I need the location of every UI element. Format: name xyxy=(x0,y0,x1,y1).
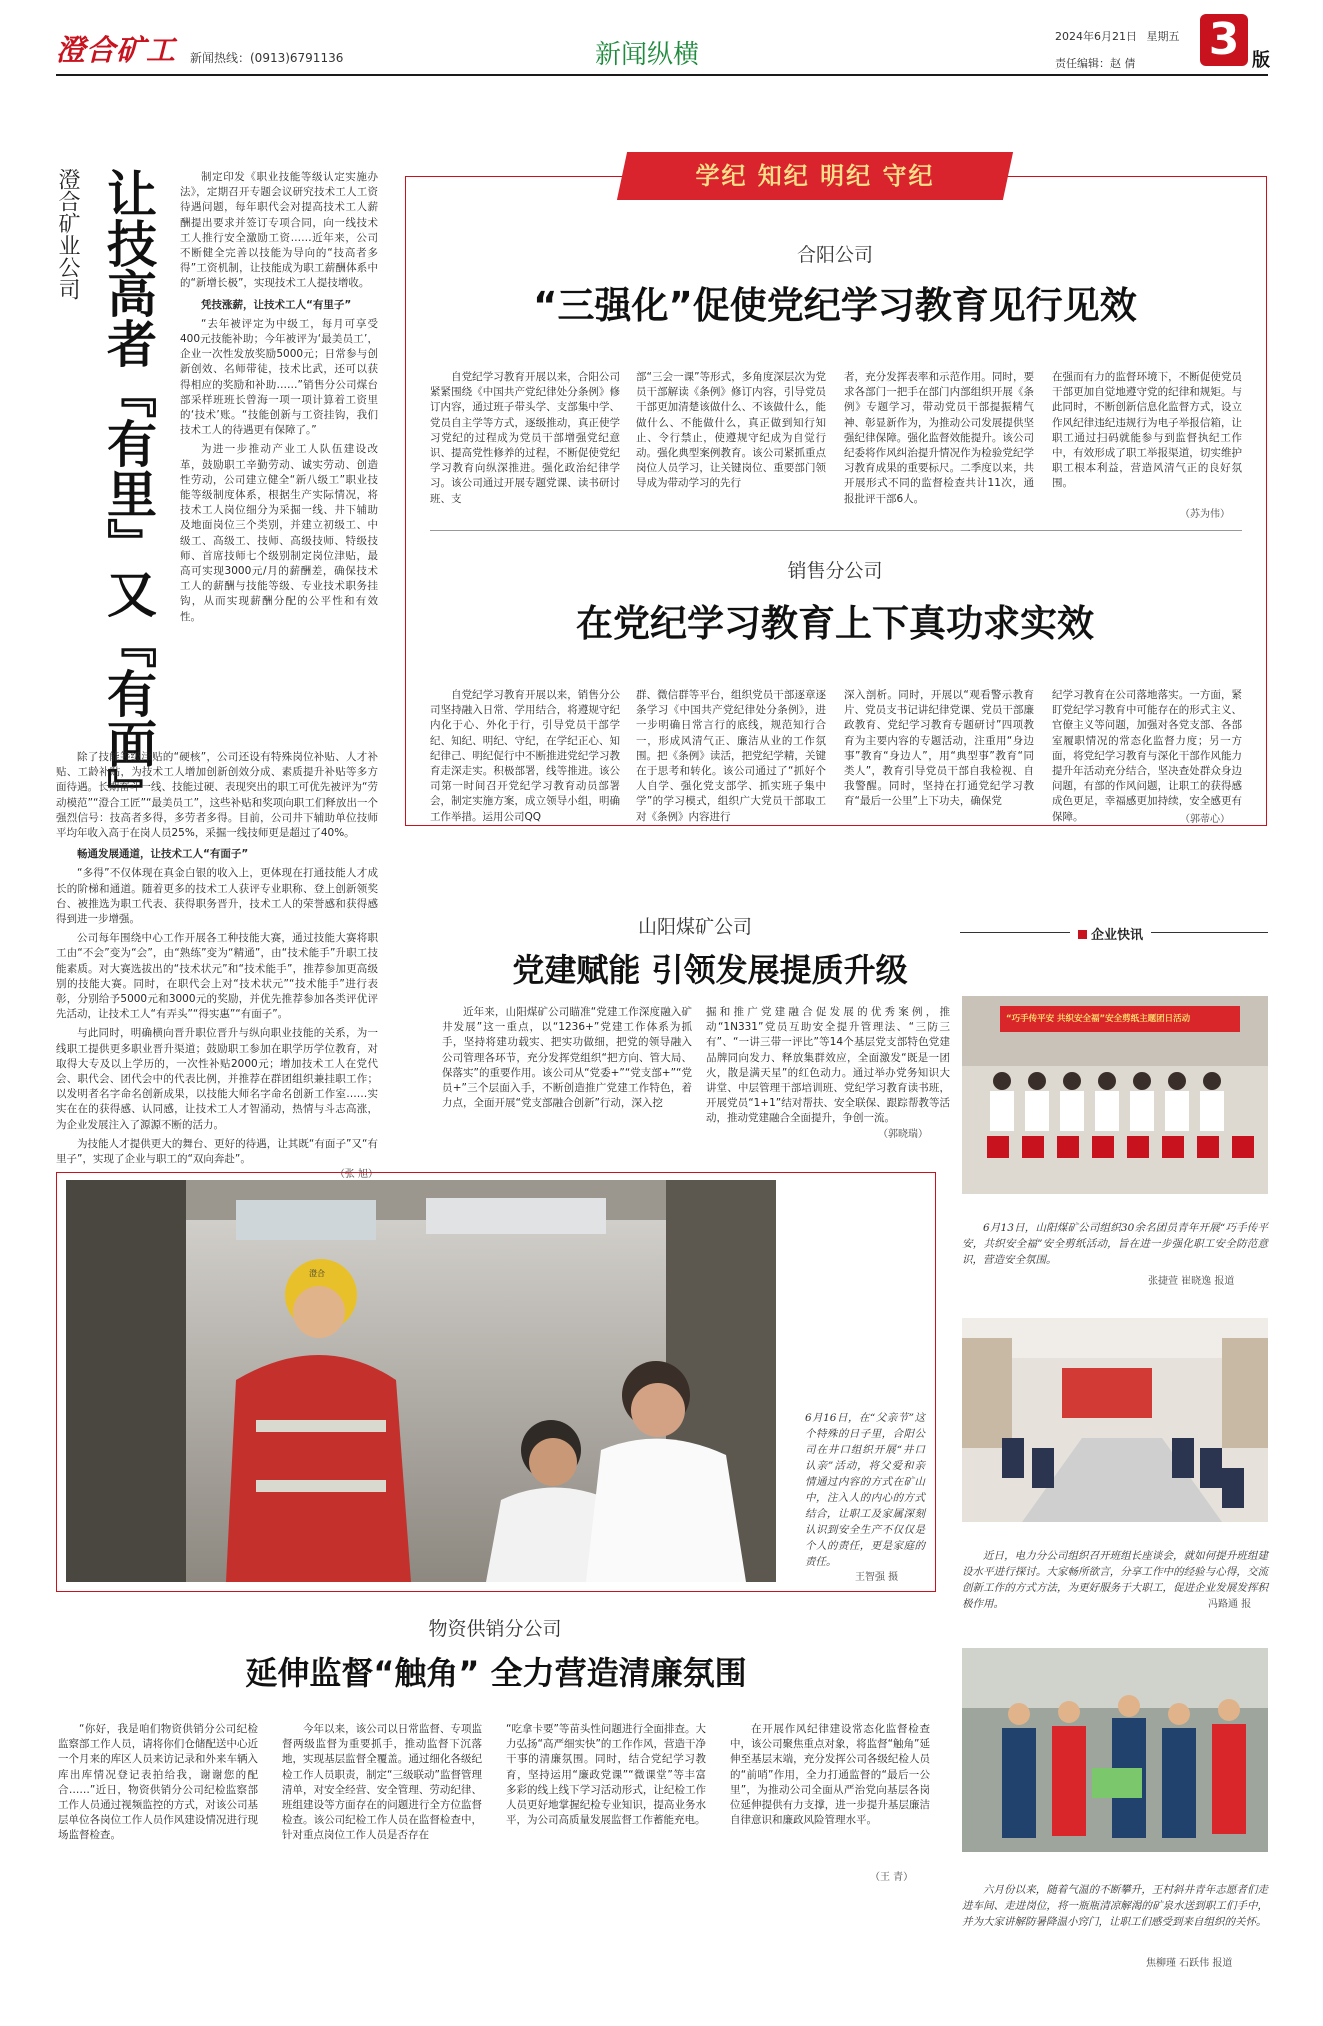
left-para-1: 制定印发《职业技能等级认定实施办法》，定期召开专题会议研究技术工人工资待遇问题，每年职代会对提高技术工人薪酬提出要求并签订专项合同，向一线技术工人推行安全激励工资……近年来，公司不断健全完善以技能为导向的“技高者多得”工资机制，让技能成为职工薪酬体系中的“新增长极”，实现技术工人提技增收。 xyxy=(180,171,378,290)
sidebar-label-box xyxy=(1070,924,1151,943)
sidebar-photo-2-credit: 冯路通 报 xyxy=(1208,1599,1252,1610)
main-photo-caption: 6月16日，在“父亲节”这个特殊的日子里，合阳公司在井口组织开展“井口认亲”活动，将父爱和亲情通过内容的方式在矿山中，注入人的内心的方式结合，让职工及家属深刻认识到安全生产不仅仅是个人的责任，更是家庭的责任。 xyxy=(805,1412,925,1568)
sidebar-photo-3-credit: 焦柳瑾 石跃伟 报道 xyxy=(1146,1958,1233,1969)
sales-byline: （郭蒂心） xyxy=(1180,814,1230,825)
left-article-title: 让技高者『有里』又『有面』 xyxy=(99,168,157,818)
weekday-text: 星期五 xyxy=(1146,30,1180,43)
sidebar-photo-1-caption: 6月13日，山阳煤矿公司组织30余名团员青年开展“巧手传平安，共织安全福”安全剪纸活动，旨在进一步强化职工安全防范意识，营造安全氛围。 xyxy=(962,1222,1268,1266)
shanyang-company: 山阳煤矿公司 xyxy=(637,916,752,938)
left-article-body-top xyxy=(180,170,378,629)
left-para-7: 与此同时，明确横向晋升职位晋升与纵向职业技能的关系，为一线职工提供更多职业晋升渠道；鼓励职工参加在职学历学位教育，对取得大专及以上学历的，一次性补贴2000元；增加技术工人在党代会、职代会、团代会中的代表比例，并推荐在群团组织兼挂职工作；以发明者名字命名创新成果，以技能大师名字命名创新工作室……实实在在的获得感、认同感，让技术工人才智涌动，热情与斗志高涨，为企业发展注入了源源不断的活力。 xyxy=(56,1027,378,1131)
left-para-5: “多得”不仅体现在真金白银的收入上，更体现在打通技能人才成长的阶梯和通道。随着更多的技术工人获评专业职称、登上创新领奖台、被推选为职工代表、获得职务晋升，技术工人的荣誉感和获得感得到进一步增强。 xyxy=(56,867,378,926)
heyang-col-1: 自党纪学习教育开展以来，合阳公司紧紧围绕《中国共产党纪律处分条例》修订内容，通过班子带头学、支部集中学、党员自主学等方式，逐级推动，真正使学习党纪的过程成为党员干部增强党纪意识、提高党性修养的过程，不断促使党纪学习教育向纵深推进。强化政治纪律学习。该公司通过开展专题党课、读书研讨班、支 xyxy=(430,371,620,505)
sales-title: 在党纪学习教育上下真功求实效 xyxy=(576,602,1094,645)
editor-credit: 责任编辑：赵 倩 xyxy=(1055,57,1136,70)
page-number-badge xyxy=(1200,14,1248,66)
sales-col-1: 自党纪学习教育开展以来，销售分公司坚持融入日常、学用结合，将遵规守纪内化于心、外化于行，引导党员干部学纪、知纪、明纪、守纪，在学纪正心、知纪律己、明纪促行中不断推进党纪学习教育走深走实。积极部署，线等推进。该公司第一时间召开党纪学习教育动员部署会，制定实施方案，成立领导小组，明确工作举措。运用公司QQ xyxy=(430,689,620,823)
shanyang-col-1: 近年来，山阳煤矿公司瞄准“党建工作深度融入矿井发展”这一重点，以“1236+”党建工作体系为抓手，坚持将建功载实、把实功做细，把党的领导融入公司管理各环节，充分发挥党组织“把方向、管大局、保落实”的重要作用。该公司从“党委+”“党支部+”“党员+”三个层面入手，不断创造推广党建工作特色，着力点，全面开展“党支部融合创新”行动，深入挖 xyxy=(442,1006,692,1110)
helmet-label: 澄合 xyxy=(309,1269,325,1278)
heyang-col-4: 在强而有力的监督环境下，不断促使党员干部更加自觉地遵守党的纪律和规矩。与此同时，不断创新信息化监督方式，设立作风纪律违纪违规行为电子举报信箱，让职工通过扫码就能参与到监督执纪工作中，有效形成了职工举报渠道，切实维护职工根本利益，营造风清气正的良好氛围。 xyxy=(1052,371,1242,490)
date-text: 2024年6月21日 xyxy=(1055,30,1137,43)
hotline: 新闻热线：(0913)6791136 xyxy=(190,51,344,65)
left-subhead-2: 畅通发展通道，让技术工人“有面子” xyxy=(77,848,249,861)
sales-col-3: 深入剖析。同时，开展以“观看警示教育片、党员支书记讲纪律党课、党员干部廉政教育、党纪学习教育专题研讨”四项教育为主要内容的专题活动，注重用“身边事”教育“身边人”，用“典型事”教育“同类人”，教育引导党员干部自我检视、自我警醒。同时，坚持在打通党纪学习教育“最后一公里”上下功夫，确保党 xyxy=(844,689,1034,808)
newspaper-logo: 澄合矿工 xyxy=(56,33,177,67)
sidebar-photo-1-banner: “巧手传平安 共织安全福”安全剪纸主题团日活动 xyxy=(1006,1014,1191,1024)
left-subhead-1: 凭技涨薪，让技术工人“有里子” xyxy=(201,298,352,311)
sidebar-photo-2 xyxy=(962,1318,1268,1522)
main-photo-credit: 王智强 摄 xyxy=(855,1572,899,1583)
masthead xyxy=(0,0,1323,76)
sidebar-photo-1 xyxy=(962,996,1268,1194)
sidebar-marker-icon xyxy=(1078,930,1087,939)
supply-col-2: 今年以来，该公司以日常监督、专项监督两级监督为重要抓手，推动监督下沉落地，实现基层监督全覆盖。通过细化各级纪检工作人员职责，制定“三级联动”监督管理清单，对安全经营、安全管理、劳动纪律、班组建设等方面存在的问题进行全方位监督检查。该公司纪检工作人员在监督检查中，针对重点岗位工作人员是否存在 xyxy=(282,1723,482,1842)
page-number: 3 xyxy=(1208,14,1240,65)
supply-col-3: “吃拿卡要”等苗头性问题进行全面排查。大力弘扬“高严细实快”的工作作风，营造干净干事的清廉氛围。同时，结合党纪学习教育，坚持运用“廉政党课”“微课堂”等丰富多彩的线上线下学习活动形式，让纪检工作人员更好地掌握纪检专业知识，提高业务水平，为公司高质量发展监督工作蓄能充电。 xyxy=(506,1723,706,1827)
supply-col-4: 在开展作风纪律建设常态化监督检查中，该公司聚焦重点对象，将监督“触角”延伸至基层末端，充分发挥公司各级纪检人员的“前哨”作用，全力打通监督的“最后一公里”，为推动公司全面从严治党向基层各岗位延伸提供有力支撑，进一步提升基层廉洁自律意识和廉政风险管理水平。 xyxy=(730,1723,930,1827)
left-para-4: 除了技能等级津贴的“硬核”，公司还设有特殊岗位补贴、人才补贴、工龄补贴，为技术工人增加创新创效分成、素质提升补贴等多方面待遇。长期奋斗一线、技能过硬、表现突出的职工可优先被评为“劳动模范”“澄合工匠”“最美员工”，这些补贴和奖项向职工们释放出一个强烈信号：技高者多得，多劳者多得。目前，公司井下辅助单位技师平均年收入高于在岗人员25%，采掘一线技师更是超过了40%。 xyxy=(56,751,378,840)
sidebar-photo-2-caption: 近日，电力分公司组织召开班组长座谈会，就如何提升班组建设水平进行探讨。大家畅所欲言，分享工作中的经验与心得，交流创新工作的方式方法，为更好服务于大职工，促进企业发展发挥积极作用。 xyxy=(962,1550,1268,1610)
page-suffix: 版 xyxy=(1252,50,1270,71)
sidebar-photo-3-illustration xyxy=(962,1648,1268,1852)
discipline-banner-text: 学纪 知纪 明纪 守纪 xyxy=(695,162,935,190)
heyang-company: 合阳公司 xyxy=(796,244,873,266)
supply-company: 物资供销分公司 xyxy=(428,1618,562,1640)
supply-byline: （王 青） xyxy=(870,1872,914,1883)
supply-col-1: “你好，我是咱们物资供销分公司纪检监察部工作人员，请将你们仓储配送中心近一个月来的库区人员来访记录和外来车辆入库出库情况登记表拍给我，谢谢您的配合……”近日，物资供销分公司纪检监察部工作人员通过视频监控的方式，对该公司基层单位各岗位工作人员作风建设情况进行现场监督检查。 xyxy=(58,1723,258,1842)
issue-date xyxy=(1055,28,1180,44)
left-para-3: 为进一步推动产业工人队伍建设改革，鼓励职工辛勤劳动、诚实劳动、创造性劳动，公司建立健全“新八级工”职业技能等级制度体系，根据生产实际情况，将技术工人岗位细分为采掘一线、井下辅助及地面岗位三个类别，并建立初级工、中级工、高级工、技师、高级技师、特级技师、首席技师七个级别制定岗位津贴，最高可实现3000元/月的薪酬差，确保技术工人的薪酬与技能等级、专业技术职务挂钩，从而实现薪酬分配的公平性和有效性。 xyxy=(180,443,378,623)
section-title: 新闻纵横 xyxy=(595,40,700,70)
main-photo-illustration xyxy=(66,1180,776,1582)
left-article-company: 澄合矿业公司 xyxy=(55,168,80,300)
heyang-byline: （苏为伟） xyxy=(1180,509,1230,520)
shanyang-title: 党建赋能 引领发展提质升级 xyxy=(512,951,908,989)
main-photo xyxy=(66,1180,776,1582)
shanyang-byline: （郭晓瑞） xyxy=(878,1129,928,1140)
supply-title: 延伸监督“触角” 全力营造清廉氛围 xyxy=(245,1654,747,1692)
sidebar-photo-2-illustration xyxy=(962,1318,1268,1522)
sales-company: 销售分公司 xyxy=(787,560,883,582)
heyang-col-3: 者，充分发挥表率和示范作用。同时，要求各部门一把手在部门内部组织开展《条例》专题学习，带动党员干部提振精气神、彰显新作为，为推动公司发展提供坚强纪律保障。强化监督效能提升。该公司纪委将作风纠治提升情况作为检验党纪学习教育成果的重要标尺。二季度以来，共开展形式不同的监督检查共计11次，通报批评干部6人。 xyxy=(844,371,1034,505)
sales-col-4: 纪学习教育在公司落地落实。一方面，紧盯党纪学习教育中可能存在的形式主义、官僚主义等问题，加强对各党支部、各部室履职情况的常态化监督力度；另一方面，将党纪学习教育与深化干部作风能力提升年活动充分结合，坚决查处群众身边问题，有部的作风问题，让职工的获得感成色更足，幸福感更加持续，安全感更有保障。 xyxy=(1052,689,1242,823)
heyang-title: “三强化”促使党纪学习教育见行见效 xyxy=(533,284,1137,327)
left-para-2: “去年被评定为中级工，每月可享受400元技能补助；今年被评为‘最美员工’，企业一次性发放奖励5000元；日常参与创新创效、名师带徒，技术比武，还可以获得相应的奖励和补助……”销售分公司煤台部采样班班长曾海一项一项计算着工资里的‘技术’账。“技能创新与工资挂钩，我们技术工人的待遇更有保障了。” xyxy=(180,317,378,437)
sidebar-photo-1-credit: 张捷萱 崔晓逸 报道 xyxy=(1148,1276,1235,1287)
left-para-8: 为技能人才提供更大的舞台、更好的待遇，让其既“有面子”又“有里子”，实现了企业与职工的“双向奔赴”。 xyxy=(56,1137,378,1166)
shanyang-col-2: 掘和推广党建融合促发展的优秀案例，推动“1N331”党员互助安全提升管理法、“三防三有”、“一讲三带一评比”等14个基层党支部特色党建品牌同向发力、释放集群效应，全面激发“既是一团火，散是满天星”的红色动力。通过举办党务知识大讲堂、中层管理干部培训班、党纪学习教育读书班，开展党员“1+1”结对帮扶、安全联保、跟踪帮教等活动，推动党建融合全面提升，争创一流。 xyxy=(706,1006,950,1125)
sidebar-photo-3-caption: 六月份以来，随着气温的不断攀升，王村斜井青年志愿者们走进车间、走进岗位，将一瓶瓶清凉解渴的矿泉水送到职工们手中，并为大家讲解防暑降温小窍门，让职工们感受到来自组织的关怀。 xyxy=(962,1884,1268,1928)
sidebar-header xyxy=(960,924,1268,943)
sidebar-photo-3 xyxy=(962,1648,1268,1852)
left-article-body-bottom xyxy=(56,750,378,1182)
heyang-col-2: 部“三会一课”等形式，多角度深层次为党员干部解读《条例》修订内容，引导党员干部更加清楚该做什么、不该做什么，能做什么、不能做什么，真正做到知行知止、令行禁止，使遵规守纪成为自觉行动。强化典型案例教育。该公司紧抓重点岗位人员学习，让关键岗位、重要部门领导成为带动学习的先行 xyxy=(636,371,826,490)
left-para-6: 公司每年围绕中心工作开展各工种技能大赛，通过技能大赛将职工由“不会”变为“会”，由“熟练”变为“精通”，由“技术能手”升职工技能素质。对大赛选拔出的“技术状元”和“技术能手”，推荐参加更高级别的技能大赛。同时，在职代会上对“技术状元”“技术能手”进行表彰，分别给予5000元和3000元的奖励，并优先推荐参加各类评优评先活动，让技术工人“有弄头”“得实惠”“有面子”。 xyxy=(56,932,378,1021)
masthead-rule xyxy=(56,74,1268,76)
sidebar-label: 企业快讯 xyxy=(1091,928,1144,943)
sales-col-2: 群、微信群等平台，组织党员干部逐章逐条学习《中国共产党纪律处分条例》，进一步明确日常言行的底线，规范知行合一，形成风清气正、廉洁从业的工作氛围。把《条例》读活，把党纪学精，关键在于思考和转化。该公司通过了“抓好个人自学、强化党支部学、抓实班子集中学”的学习模式，组织广大党员干部取工对《条例》内容进行 xyxy=(636,689,826,823)
left-byline: （张 旭） xyxy=(334,1169,378,1181)
box-divider xyxy=(430,530,1242,531)
